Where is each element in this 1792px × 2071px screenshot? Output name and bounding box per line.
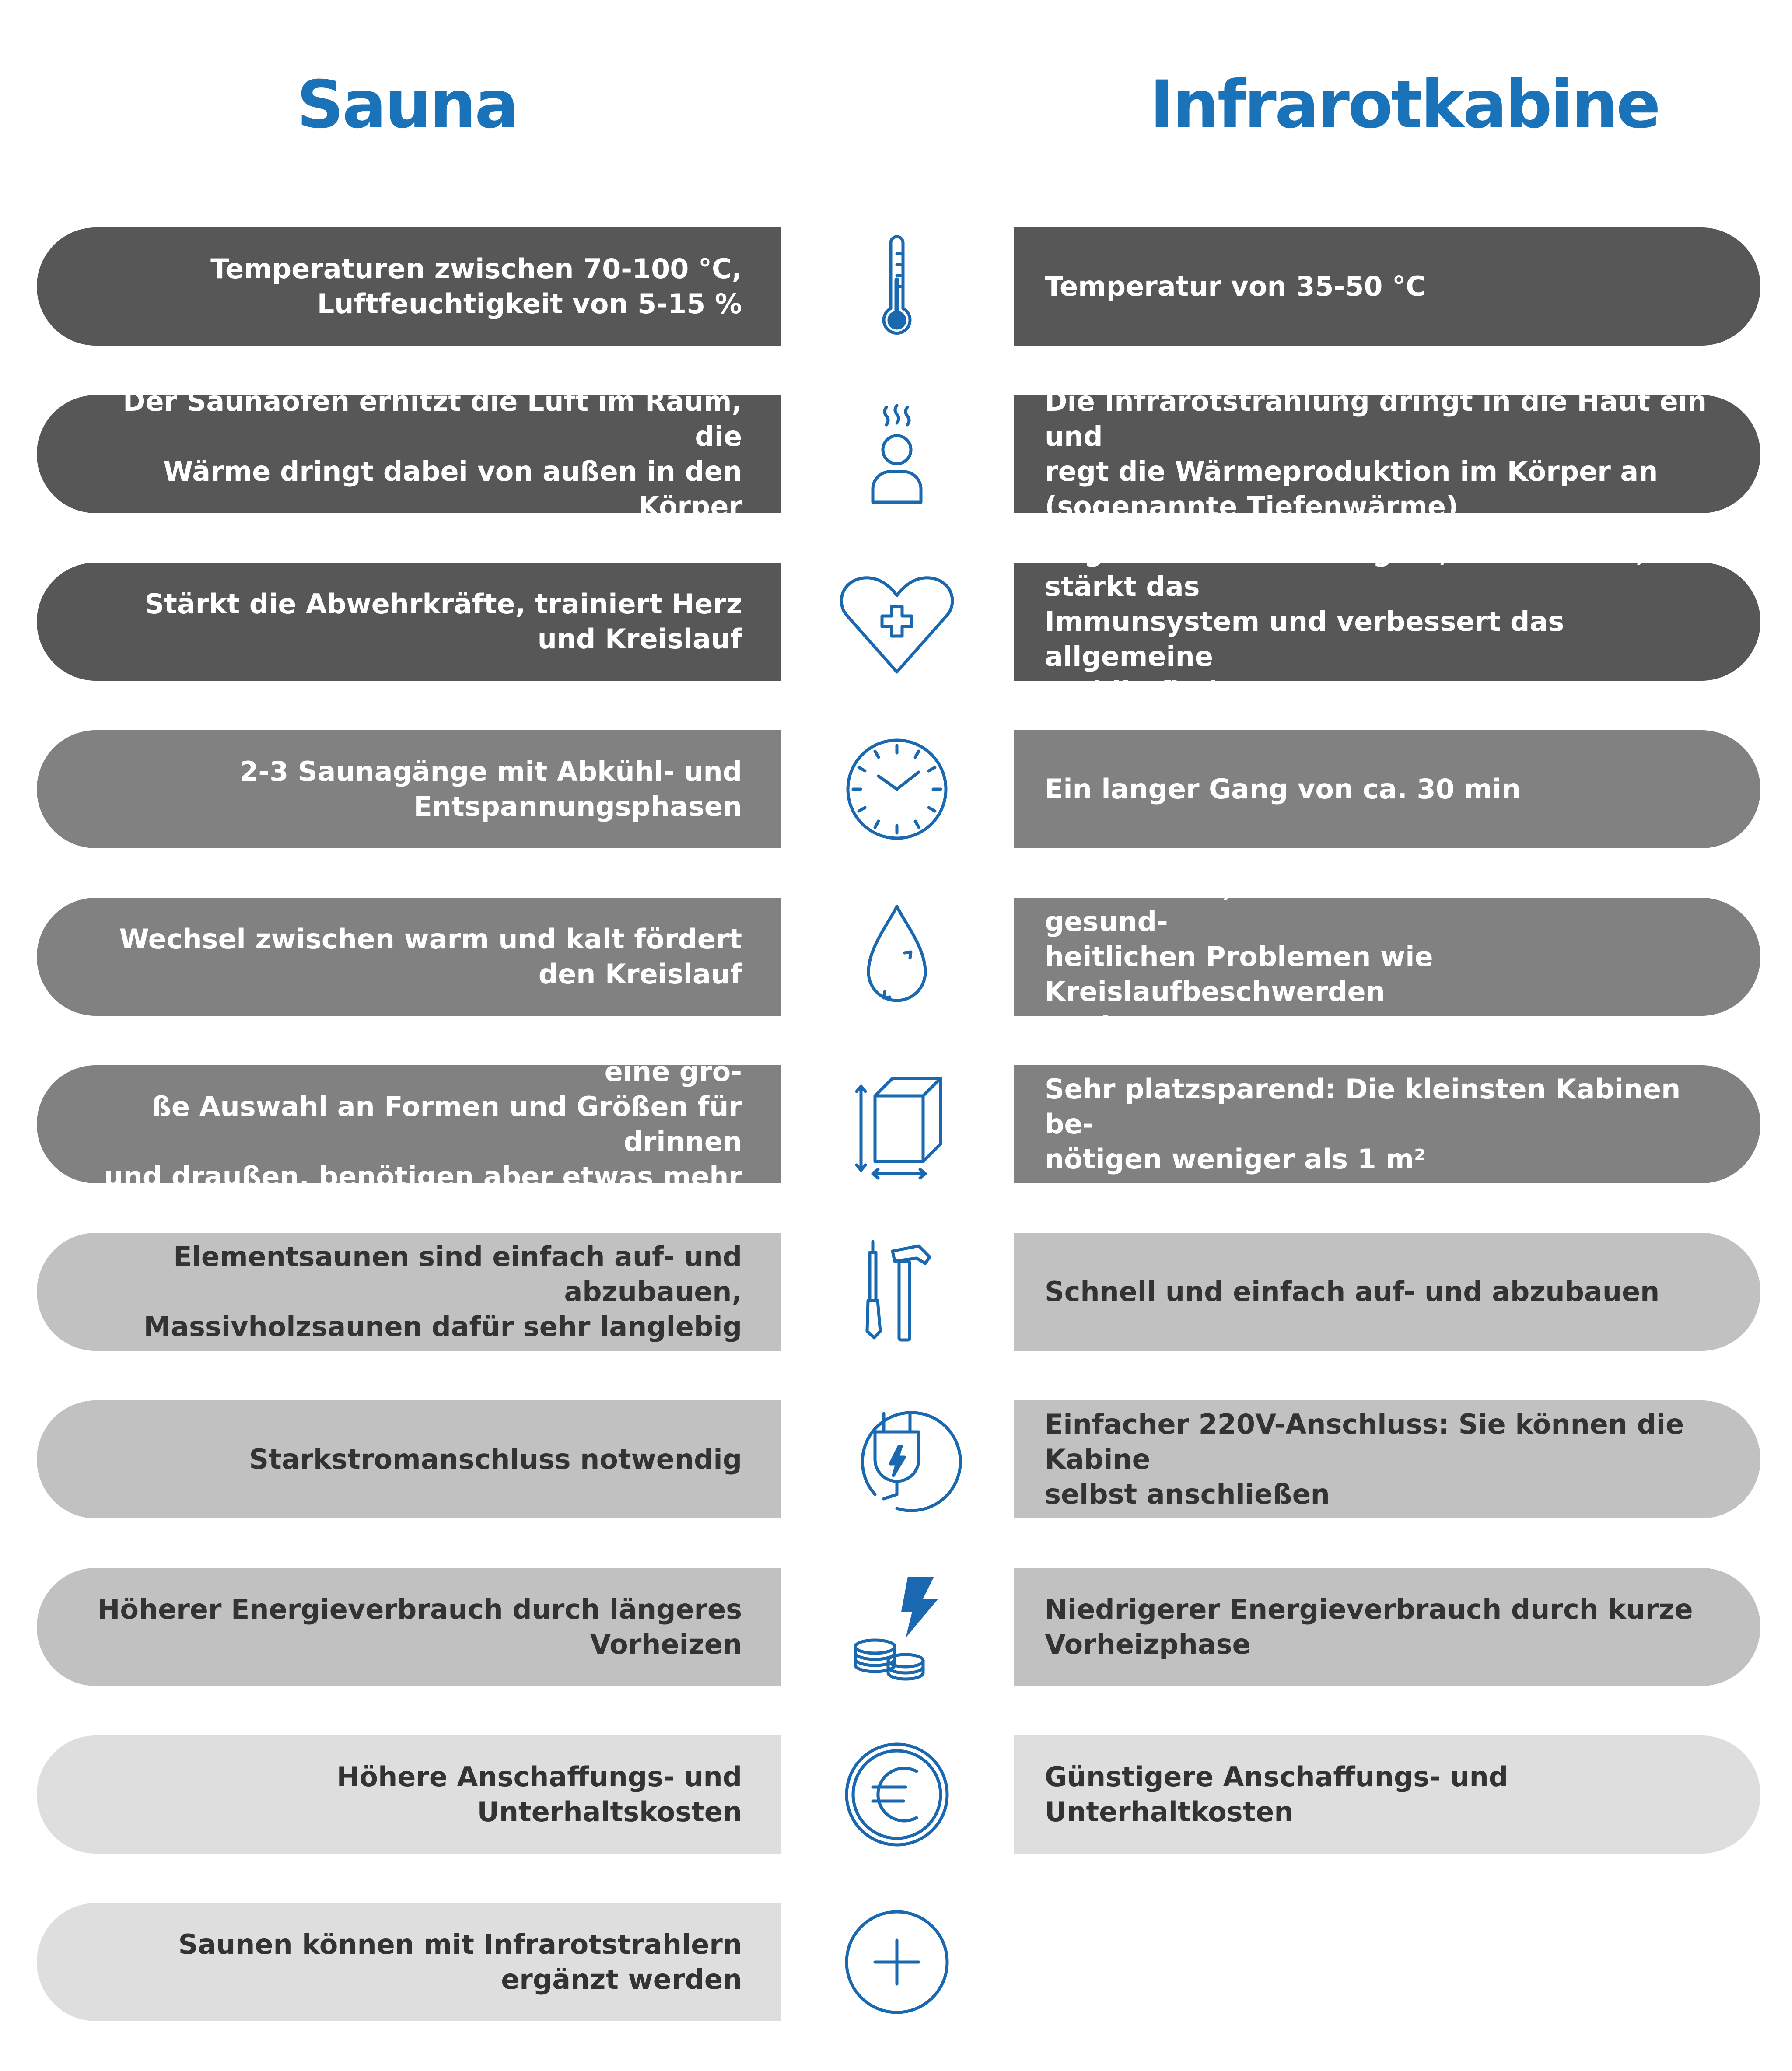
sauna-cell <box>37 1400 780 1518</box>
infrarot-cell <box>1014 1735 1760 1854</box>
sauna-cell <box>37 563 780 681</box>
energy-coins-icon <box>831 1568 962 1686</box>
comparison-row-power <box>0 1400 1792 1518</box>
heart-cross-icon <box>831 563 962 681</box>
sauna-text: Temperaturen zwischen 70-100 °C, Luftfeuchtigkeit von 5-15 % <box>210 253 742 320</box>
infrarot-cell <box>1014 227 1760 346</box>
sauna-text: Stärkt die Abwehrkräfte, trainiert Herz und Kreislauf <box>144 588 742 655</box>
infrarot-text: Sehr platzsparend: Die kleinsten Kabinen be- nötigen weniger als 1 m² <box>1045 1073 1681 1175</box>
infrarot-text: Die Infrarotstrahlung dringt in die Haut ein und regt die Wärmeproduktion im Körper an (sogenannte Tiefenwärme) <box>1045 385 1707 522</box>
sauna-cell <box>37 385 780 522</box>
cube-dimensions-icon <box>831 1065 962 1183</box>
euro-icon <box>831 1735 962 1854</box>
comparison-row-duration <box>0 730 1792 848</box>
sauna-cell <box>37 1233 780 1351</box>
tools-icon <box>831 1233 962 1351</box>
comparison-row-heat <box>0 385 1792 522</box>
infrarot-cell <box>1014 1065 1760 1183</box>
sauna-cell <box>37 1735 780 1854</box>
sauna-text: Saunen können mit Infrarotstrahlern ergänzt werden <box>178 1928 742 1995</box>
sauna-text: Element- und Massivholzsaunen bieten eine gro- ße Auswahl an Formen und Größen für drinnen und draußen, benötigen aber etwas mehr Platz <box>104 1021 742 1228</box>
power-plug-icon <box>831 1400 962 1518</box>
infrarotkabine-heading: Infrarotkabine <box>1149 67 1659 143</box>
comparison-row-energy <box>0 1568 1792 1686</box>
infrarot-cell <box>1014 730 1760 848</box>
plus-circle-icon <box>831 1903 962 2021</box>
thermometer-icon <box>831 227 962 346</box>
clock-icon <box>831 730 962 848</box>
comparison-row-space <box>0 1021 1792 1228</box>
sauna-cell <box>37 1903 780 2021</box>
sauna-text: Elementsaunen sind einfach auf- und abzubauen, Massivholzsaunen dafür sehr langlebig <box>144 1241 742 1343</box>
infrarot-text: Schnell und einfach auf- und abzubauen <box>1045 1276 1660 1308</box>
infrarot-cell <box>1014 1568 1760 1686</box>
comparison-row-health <box>0 535 1792 707</box>
sauna-text: Höhere Anschaffungs- und Unterhaltskosten <box>336 1761 742 1828</box>
sauna-heading: Sauna <box>296 67 518 143</box>
comparison-row-assembly <box>0 1233 1792 1351</box>
person-heat-icon <box>831 395 962 513</box>
comparison-row-circulation <box>0 871 1792 1042</box>
sauna-text: Höherer Energieverbrauch durch längeres Vorheizen <box>97 1593 742 1660</box>
water-drop-icon <box>831 898 962 1016</box>
comparison-row-extra <box>0 1903 1792 2021</box>
infrarot-cell <box>1014 1400 1760 1518</box>
infrarot-text: Günstigere Anschaffungs- und Unterhaltkosten <box>1045 1761 1508 1828</box>
infrarot-cell <box>1014 871 1760 1042</box>
sauna-cell <box>37 1568 780 1686</box>
infrarot-text: Niedrigerer Energieverbrauch durch kurze Vorheizphase <box>1045 1593 1693 1660</box>
infrarot-cell <box>1014 1233 1760 1351</box>
sauna-text: Wechsel zwischen warm und kalt fördert den Kreislauf <box>119 923 742 990</box>
infrarot-text: Regt die Durchblutung an, entschlackt, stärkt das Immunsystem und verbessert das allgemeine Wohlbefinden <box>1045 535 1646 707</box>
sauna-cell <box>37 898 780 1016</box>
sauna-cell <box>37 1021 780 1228</box>
infrarot-cell <box>1014 385 1760 522</box>
infrarot-cell <box>1014 535 1760 707</box>
infrarot-text: Einfacher 220V-Anschluss: Sie können die Kabine selbst anschließen <box>1045 1408 1684 1510</box>
sauna-text: Der Saunaofen erhitzt die Luft im Raum, die Wärme dringt dabei von außen in den Körper <box>122 385 742 522</box>
comparison-row-temperature <box>0 227 1792 346</box>
sauna-text: 2-3 Saunagänge mit Abkühl- und Entspannungsphasen <box>239 756 742 822</box>
sauna-text: Starkstromanschluss notwendig <box>249 1443 742 1475</box>
infrarot-text: Ein langer Gang von ca. 30 min <box>1045 773 1521 805</box>
infrarot-text: Schonender, daher auch für Menschen mit gesund- heitlichen Problemen wie Kreislaufbeschwerden geeignet <box>1045 871 1691 1042</box>
infrarot-text: Temperatur von 35-50 °C <box>1045 270 1426 302</box>
sauna-cell <box>37 227 780 346</box>
comparison-row-costs <box>0 1735 1792 1854</box>
sauna-cell <box>37 730 780 848</box>
